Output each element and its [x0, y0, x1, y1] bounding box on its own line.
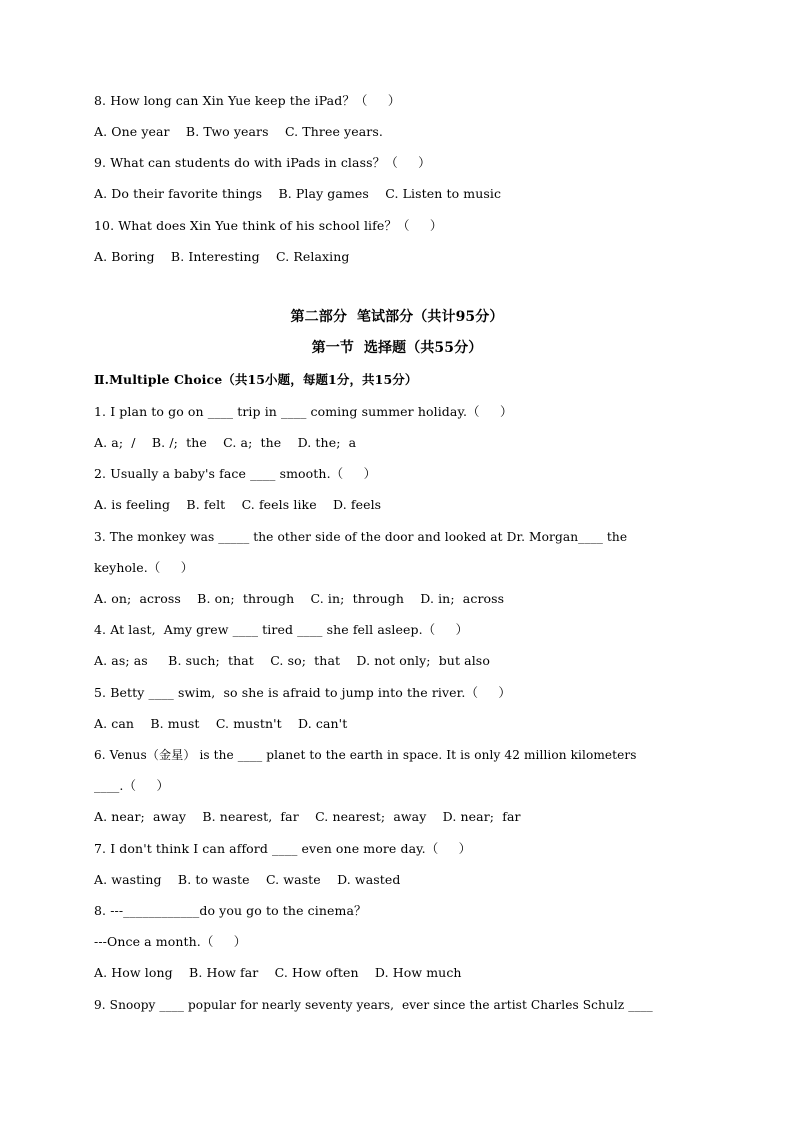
mc-question-7: 7. I don't think I can afford ____ even one more day.（ ）	[94, 841, 472, 856]
mc-question-8: 8. ---____________do you go to the cinema？	[94, 903, 367, 918]
question-10-listening: 10. What does Xin Yue think of his school life？（ ）	[94, 218, 443, 233]
question-9-listening: 9. What can students do with iPads in class？（ ）	[94, 155, 431, 170]
mc-question-2: 2. Usually a baby's face ____ smooth.（ ）	[94, 466, 377, 481]
question-8-listening: 8. How long can Xin Yue keep the iPad？（ ）	[94, 93, 401, 108]
mc-question-2-options: A. is feeling B. felt C. feels like D. feels	[94, 497, 382, 512]
question-8-options: A. One year B. Two years C. Three years.	[94, 124, 383, 139]
question-10-options: A. Boring B. Interesting C. Relaxing	[94, 249, 350, 264]
mc-question-8-options: A. How long B. How far C. How often D. How much	[94, 965, 462, 980]
mc-question-3: 3. The monkey was _____ the other side of the door and looked at Dr. Morgan____ the	[94, 530, 628, 544]
mc-question-5-options: A. can B. must C. mustn't D. can't	[94, 716, 348, 731]
mc-question-8-response: ---Once a month.（ ）	[94, 934, 247, 949]
mc-question-6-options: A. near; away B. nearest, far C. nearest; away D. near; far	[94, 809, 521, 824]
mc-question-6-continued: ____.（ ）	[94, 778, 170, 793]
mc-question-6: 6. Venus（金星） is the ____ planet to the earth in space. It is only 42 million kilometers	[94, 748, 637, 762]
part-two-title: 第二部分 笔试部分（共计95分）	[290, 309, 504, 325]
multiple-choice-heading: Ⅱ.Multiple Choice（共15小题，每题1分，共15分）	[94, 372, 418, 387]
mc-question-7-options: A. wasting B. to waste C. waste D. wasted	[94, 872, 401, 887]
mc-question-1-options: A. a; / B. /; the C. a; the D. the; a	[94, 435, 357, 450]
mc-question-3-options: A. on; across B. on; through C. in; through D. in; across	[94, 591, 505, 606]
section-one-title: 第一节 选择题（共55分）	[311, 340, 483, 356]
mc-question-9: 9. Snoopy ____ popular for nearly seventy years, ever since the artist Charles Schulz ____	[94, 998, 653, 1012]
mc-question-3-continued: keyhole.（ ）	[94, 560, 194, 575]
mc-question-4-options: A. as; as B. such; that C. so; that D. not only; but also	[94, 653, 490, 668]
mc-question-4: 4. At last, Amy grew ____ tired ____ she fell asleep.（ ）	[94, 622, 469, 637]
question-9-options: A. Do their favorite things B. Play games C. Listen to music	[94, 186, 502, 201]
mc-question-5: 5. Betty ____ swim, so she is afraid to jump into the river.（ ）	[94, 685, 512, 700]
mc-question-1: 1. I plan to go on ____ trip in ____ coming summer holiday.（ ）	[94, 404, 513, 419]
